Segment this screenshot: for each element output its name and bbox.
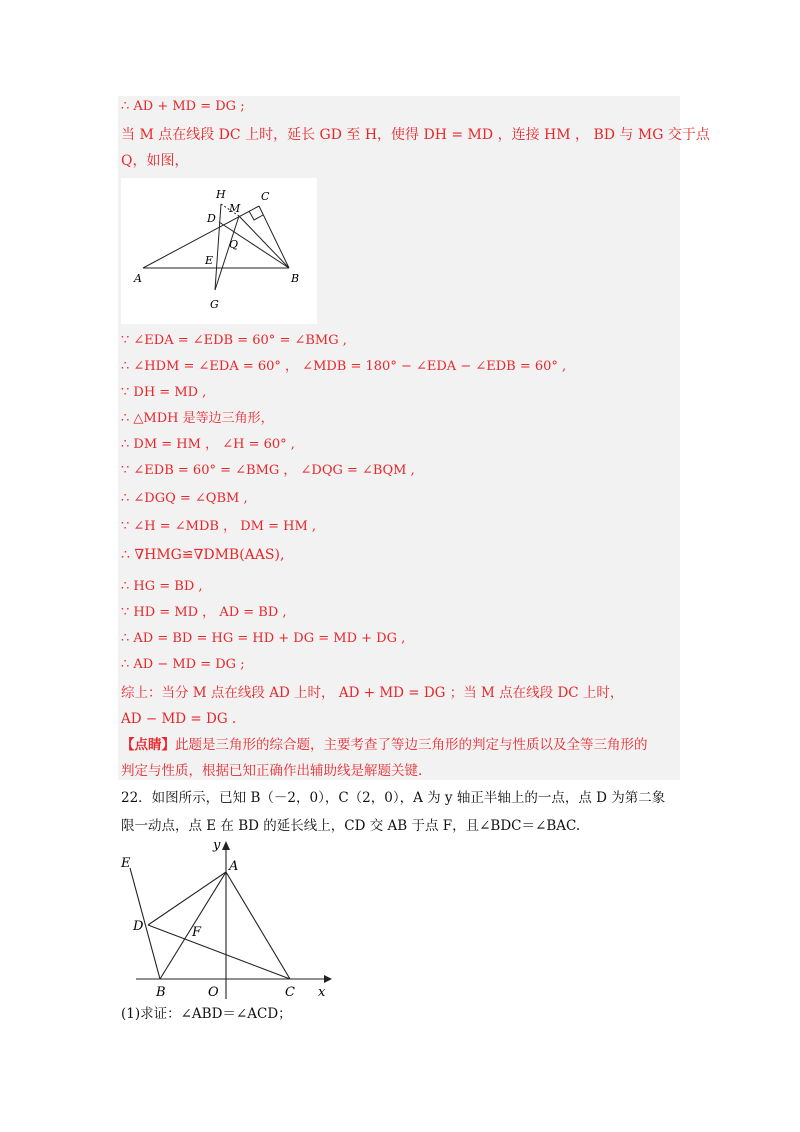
comment-tag: 【点睛】: [121, 737, 175, 753]
comment-line-2: 判定与性质，根据已知正确作出辅助线是解题关键.: [121, 763, 423, 779]
label-B: B: [291, 272, 300, 285]
segment-DC: [148, 925, 290, 979]
label-C: C: [261, 190, 270, 203]
summary-line-2: AD − MD = DG .: [121, 711, 237, 727]
label-D: D: [207, 212, 216, 225]
step-9: ∴ ∇HMG≌∇DMB(AAS),: [121, 547, 285, 563]
step-3: ∵ DH = MD ,: [121, 385, 207, 400]
solution-line-1: ∴ AD + MD = DG ;: [121, 99, 245, 114]
step-10: ∴ HG = BD ,: [121, 579, 203, 594]
figure-coordinate-triangle: [118, 836, 338, 1006]
x-axis-arrow: [324, 975, 332, 983]
figure2-svg: [118, 836, 338, 1006]
solution-line-3: Q，如图，: [121, 153, 189, 169]
figure-triangle-construction: [121, 178, 317, 324]
step-13: ∴ AD − MD = DG ;: [121, 657, 245, 672]
question22-line-2: 限一动点，点 E 在 BD 的延长线上，CD 交 AB 于点 F，且∠BDC＝∠BAC.: [121, 818, 581, 834]
label-B: B: [156, 985, 166, 1000]
question22-line-1: 22．如图所示，已知 B（－2，0），C（2，0），A 为 y 轴正半轴上的一点，点 D 为第二象: [121, 790, 666, 806]
step-7: ∴ ∠DGQ = ∠QBM ,: [121, 491, 248, 506]
comment-line-1: [121, 736, 648, 754]
step-1: ∵ ∠EDA = ∠EDB = 60° = ∠BMG ,: [121, 333, 347, 348]
label-G: G: [210, 298, 219, 311]
label-C: C: [285, 985, 295, 1000]
label-O: O: [208, 985, 219, 1000]
label-H: H: [216, 188, 226, 201]
summary-line-1: 综上：当分 M 点在线段 AD 上时， AD + MD = DG ；当 M 点在线段 DC 上时，: [121, 685, 624, 701]
segment-AC: [226, 872, 290, 979]
step-12: ∴ AD = BD = HG = HD + DG = MD + DG ,: [121, 631, 406, 646]
figure1-svg: [121, 178, 317, 324]
step-5: ∴ DM = HM ， ∠H = 60° ,: [121, 437, 295, 452]
step-2: ∴ ∠HDM = ∠EDA = 60° ， ∠MDB = 180° − ∠EDA − ∠EDB = 60° ,: [121, 359, 567, 374]
question22-part1: (1)求证：∠ABD＝∠ACD；: [121, 1006, 292, 1022]
label-D: D: [133, 919, 144, 934]
y-axis-arrow: [222, 841, 230, 850]
step-8: ∵ ∠H = ∠MDB ， DM = HM ,: [121, 519, 317, 534]
label-x: x: [318, 985, 326, 1000]
label-y: y: [213, 838, 221, 853]
label-E: E: [121, 856, 131, 871]
step-6: ∵ ∠EDB = 60° = ∠BMG ， ∠DQG = ∠BQM ,: [121, 463, 415, 478]
right-angle-mark: [249, 211, 263, 220]
solution-line-2: 当 M 点在线段 DC 上时，延长 GD 至 H，使得 DH = MD ，连接 HM ， BD 与 MG 交于点: [121, 127, 710, 143]
label-A: A: [134, 272, 142, 285]
comment-text-1: 此题是三角形的综合题，主要考查了等边三角形的判定与性质以及全等三角形的: [175, 737, 648, 753]
segment-MB: [239, 216, 289, 268]
segment-HG: [215, 204, 221, 290]
label-F: F: [192, 925, 202, 940]
segment-DA: [148, 872, 226, 925]
step-4: ∴ △MDH 是等边三角形，: [121, 411, 274, 426]
step-11: ∵ HD = MD ， AD = BD ,: [121, 605, 287, 620]
label-A: A: [229, 859, 239, 874]
label-M: M: [229, 202, 241, 215]
label-E: E: [205, 254, 214, 267]
label-Q: Q: [229, 238, 239, 251]
